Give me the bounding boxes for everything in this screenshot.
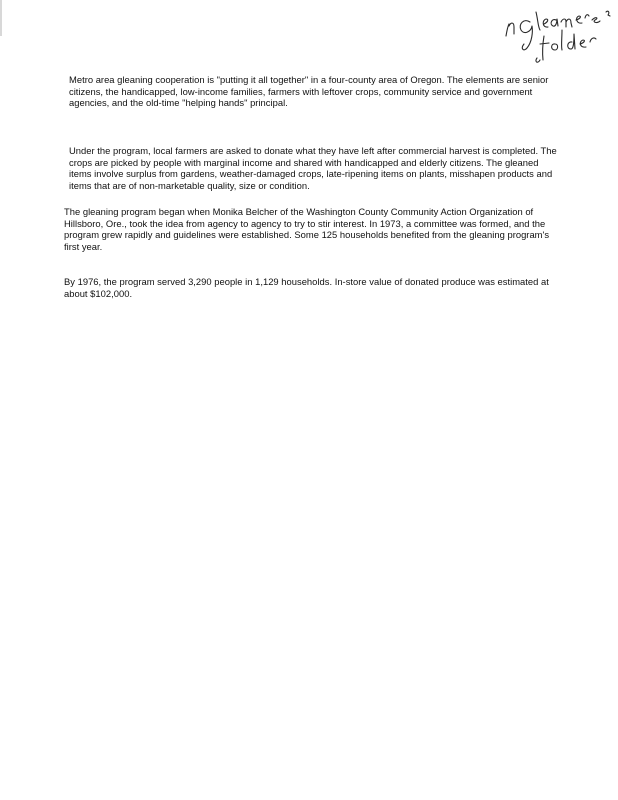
handwritten-note — [500, 2, 615, 64]
paragraph-program: Under the program, local farmers are asked to donate what they have left after commercial harvest is completed. The crops are picked by people with marginal income and shared with handicapped and elderly citizens. The gleaned items involve surplus from gardens, weather-damaged crops, late-ripening items on plants, misshapen products and items that are of non-marketable quality, size or condition. — [69, 145, 557, 191]
paragraph-intro: Metro area gleaning cooperation is "putting it all together" in a four-county area of Oregon. The elements are senior citizens, the handicapped, low-income families, farmers with leftover crops, community service and government agencies, and the old-time "helping hands" principal. — [69, 74, 549, 109]
scan-edge-mark — [0, 0, 2, 36]
paragraph-results: By 1976, the program served 3,290 people in 1,129 households. In-store value of donated produce was estimated at about $102,000. — [64, 276, 549, 299]
paragraph-history: The gleaning program began when Monika Belcher of the Washington County Community Action Organization of Hillsboro, Ore., took the idea from agency to agency to try to stir interest. In 1973, a committee was formed, and the program grew rapidly and guidelines were established. Some 125 households benefited from the gleaning program's first year. — [64, 206, 550, 252]
